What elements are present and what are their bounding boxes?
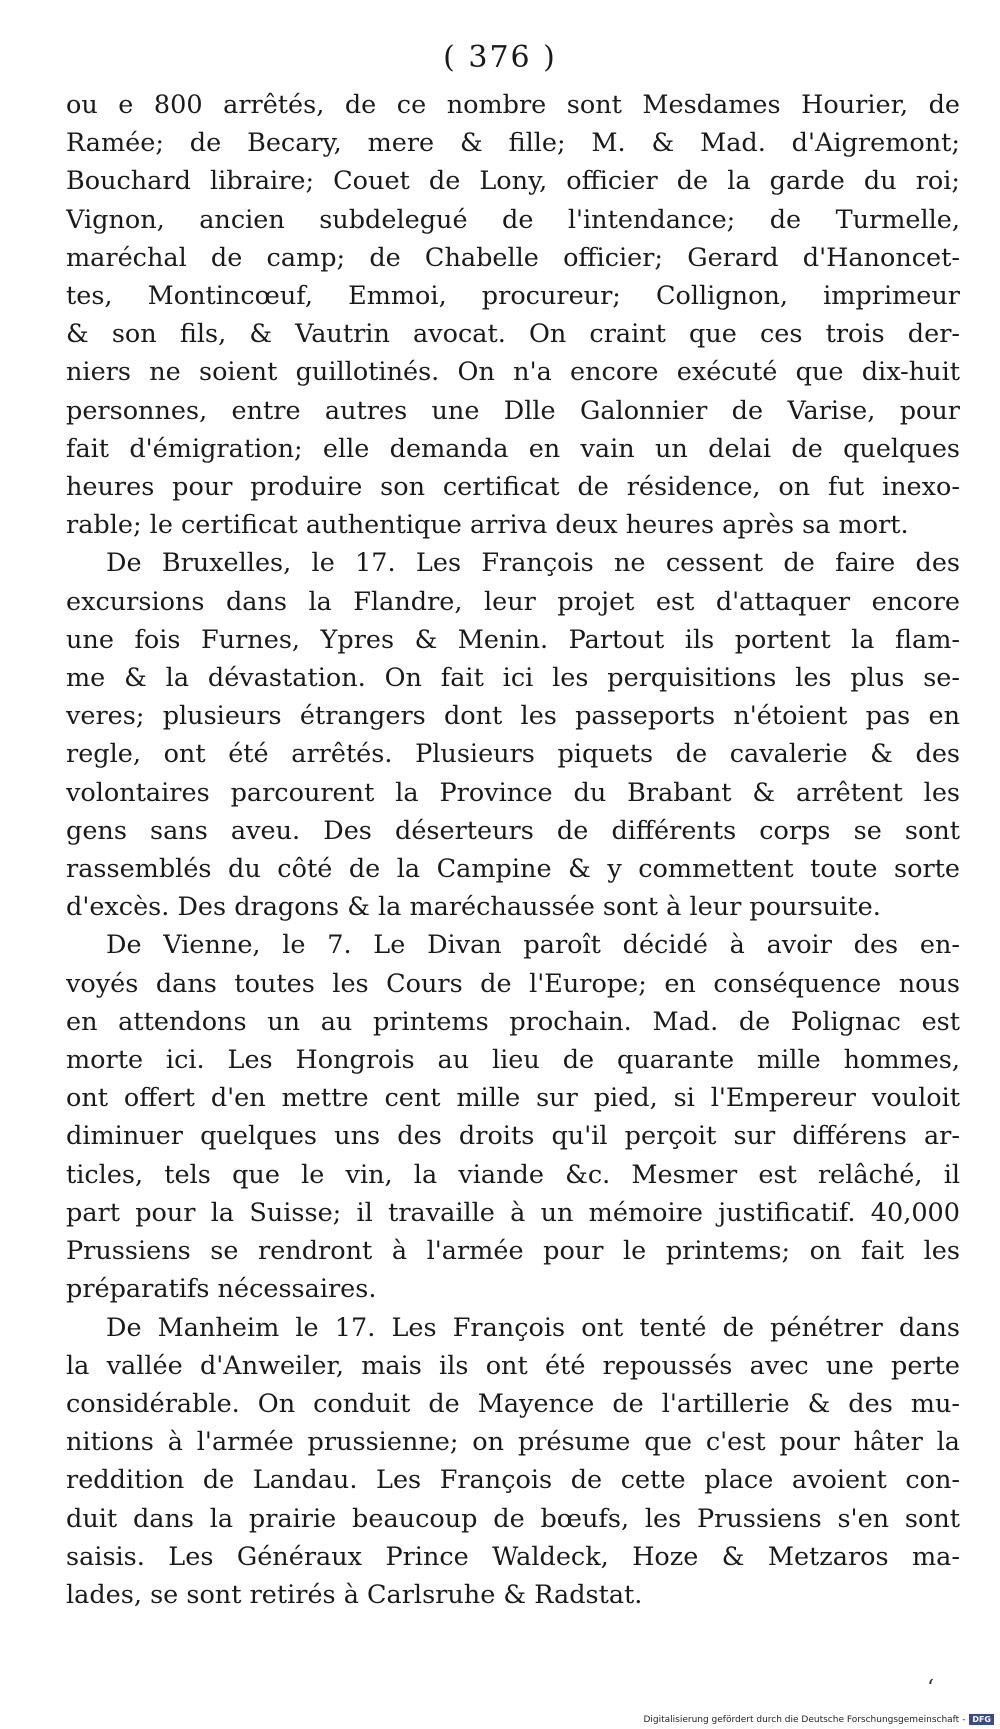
paragraph: [66, 926, 960, 1308]
text-line: considérable. On conduit de Mayence de l'artillerie & des mu-: [66, 1388, 960, 1419]
text-line: une fois Furnes, Ypres & Menin. Partout ils portent la flam-: [66, 624, 960, 655]
text-line: préparatifs nécessaires.: [66, 1274, 377, 1305]
text-line: diminuer quelques uns des droits qu'il perçoit sur différens ar-: [66, 1121, 960, 1152]
text-line: duit dans la prairie beaucoup de bœufs, les Prussiens s'en sont: [66, 1503, 960, 1534]
text-line: veres; plusieurs étrangers dont les passeports n'étoient pas en: [66, 701, 960, 732]
paragraph: [66, 544, 960, 926]
paragraph: [66, 86, 960, 544]
text-line: Vignon, ancien subdelegué de l'intendance; de Turmelle,: [66, 204, 960, 235]
text-line: fait d'émigration; elle demanda en vain un delai de quelques: [66, 433, 960, 464]
text-line: rable; le certificat authentique arriva deux heures après sa mort.: [66, 510, 909, 541]
text-line: maréchal de camp; de Chabelle officier; Gerard d'Hanoncet-: [66, 242, 960, 273]
text-line: en attendons un au printems prochain. Mad. de Polignac est: [66, 1006, 960, 1037]
text-line: De Vienne, le 7. Le Divan paroît décidé à avoir des en-: [106, 930, 960, 961]
text-line: excursions dans la Flandre, leur projet est d'attaquer encore: [66, 586, 960, 617]
text-line: rassemblés du côté de la Campine & y commettent toute sorte: [66, 854, 960, 885]
page-number: ( 376 ): [443, 40, 557, 75]
text-line: & son fils, & Vautrin avocat. On craint que ces trois der-: [66, 319, 960, 350]
credit-text: Digitalisierung gefördert durch die Deutsche Forschungsgemeinschaft -: [643, 1714, 966, 1725]
text-line: me & la dévastation. On fait ici les perquisitions les plus se-: [66, 663, 960, 694]
text-line: tes, Montincœuf, Emmoi, procureur; Collignon, imprimeur: [66, 281, 960, 312]
text-line: part pour la Suisse; il travaille à un mémoire justificatif. 40,000: [66, 1197, 960, 1228]
digitization-credit: [643, 1714, 994, 1725]
article-text: [66, 86, 960, 1614]
text-line: morte ici. Les Hongrois au lieu de quarante mille hommes,: [66, 1045, 960, 1076]
text-line: Ramée; de Becary, mere & fille; M. & Mad. d'Aigremont;: [66, 128, 960, 159]
text-line: d'excès. Des dragons & la maréchaussée sont à leur poursuite.: [66, 892, 881, 923]
text-line: reddition de Landau. Les François de cette place avoient con-: [66, 1465, 960, 1496]
text-line: personnes, entre autres une Dlle Galonnier de Varise, pour: [66, 395, 960, 426]
text-line: voyés dans toutes les Cours de l'Europe; en conséquence nous: [66, 968, 960, 999]
text-line: De Manheim le 17. Les François ont tenté de pénétrer dans: [106, 1312, 960, 1343]
text-line: volontaires parcourent la Province du Brabant & arrêtent les: [66, 777, 960, 808]
text-line: ticles, tels que le vin, la viande &c. Mesmer est relâché, il: [66, 1159, 960, 1190]
text-line: regle, ont été arrêtés. Plusieurs piquets de cavalerie & des: [66, 739, 960, 770]
text-line: la vallée d'Anweiler, mais ils ont été repoussés avec une perte: [66, 1350, 960, 1381]
paragraph: [66, 1309, 960, 1615]
text-line: niers ne soient guillotinés. On n'a encore exécuté que dix-huit: [66, 357, 960, 388]
text-line: nitions à l'armée prussienne; on présume que c'est pour hâter la: [66, 1427, 960, 1458]
text-line: heures pour produire son certificat de résidence, on fut inexo-: [66, 472, 960, 503]
text-line: ou e 800 arrêtés, de ce nombre sont Mesdames Hourier, de: [66, 90, 960, 120]
text-line: Prussiens se rendront à l'armée pour le printems; on fait les: [66, 1236, 960, 1267]
text-line: gens sans aveu. Des déserteurs de différents corps se sont: [66, 815, 960, 846]
dfg-logo: DFG: [969, 1714, 994, 1725]
text-line: saisis. Les Généraux Prince Waldeck, Hoze & Metzaros ma-: [66, 1541, 960, 1572]
text-line: ont offert d'en mettre cent mille sur pied, si l'Empereur vouloit: [66, 1083, 960, 1114]
text-line: lades, se sont retirés à Carlsruhe & Radstat.: [66, 1579, 643, 1610]
text-line: Bouchard libraire; Couet de Lony, officier de la garde du roi;: [66, 166, 960, 197]
stray-mark: ‘: [927, 1676, 934, 1701]
text-line: De Bruxelles, le 17. Les François ne cessent de faire des: [106, 548, 960, 579]
